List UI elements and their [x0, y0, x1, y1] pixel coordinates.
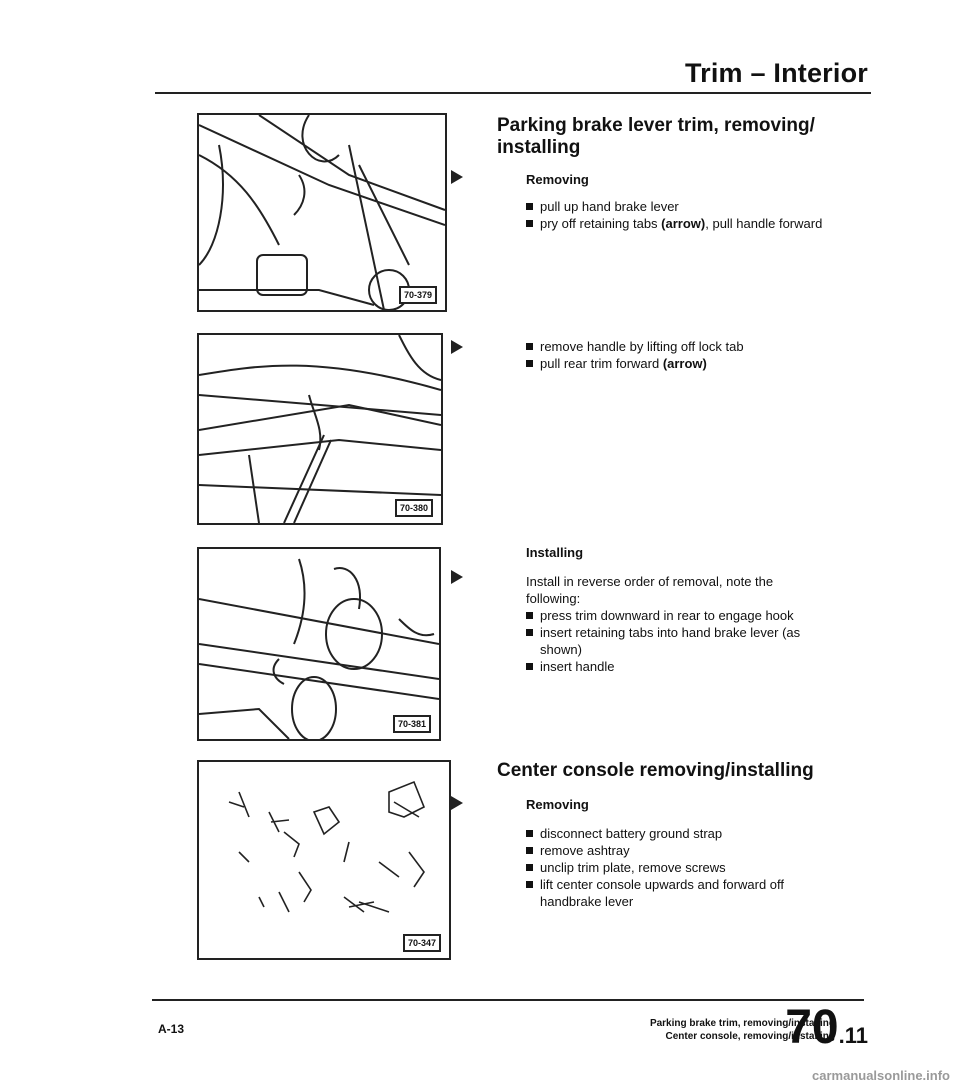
figure-3-label: 70-381 [393, 715, 431, 733]
section-title-line1: Parking brake lever trim, removing/ [497, 115, 815, 136]
list-item: insert retaining tabs into hand brake lever (as shown) [526, 624, 826, 658]
list-item: press trim downward in rear to engage hook [526, 607, 826, 624]
footer-caption-1: Parking brake trim, removing/installing [649, 1018, 835, 1029]
header-rule [155, 92, 871, 94]
figure-1-drawing [199, 115, 445, 310]
footer-rule [152, 999, 864, 1001]
pointer-arrow-1 [451, 170, 463, 184]
figure-1-label: 70-379 [399, 286, 437, 304]
arrow-ref: (arrow) [661, 216, 706, 231]
list-item: insert handle [526, 658, 826, 675]
bullet-text: remove handle by lifting off lock tab [540, 339, 744, 354]
figure-4-drawing [199, 762, 449, 958]
installing-list [526, 607, 826, 675]
figure-3-drawing [199, 549, 439, 739]
list-item [526, 355, 846, 372]
subhead-removing: Removing [526, 172, 589, 187]
list-item: unclip trim plate, remove screws [526, 859, 826, 876]
section-number-main: 70 [785, 1001, 839, 1054]
watermark: carmanualsonline.info [812, 1068, 950, 1083]
subhead-installing: Installing [526, 545, 584, 560]
pointer-arrow-4 [451, 796, 463, 810]
list-item [526, 215, 846, 232]
section-title-center-console: Center console removing/installing [497, 760, 814, 781]
section-title-parking-brake [497, 115, 857, 159]
figure-4-label: 70-347 [403, 934, 441, 952]
console-removing-list [526, 825, 826, 910]
list-item [526, 338, 846, 355]
bullet-text: pry off retaining tabs [540, 216, 662, 231]
bullet-text: pull up hand brake lever [540, 199, 679, 214]
installing-intro: Install in reverse order of removal, note the following: [526, 574, 774, 606]
arrow-ref: (arrow) [662, 356, 707, 371]
figure-2 [197, 333, 443, 525]
page-title: Trim – Interior [684, 58, 868, 88]
figure-2-drawing [199, 335, 441, 523]
subhead-removing-console: Removing [526, 797, 589, 812]
list-item: remove ashtray [526, 842, 826, 859]
figure-1 [197, 113, 447, 312]
bullet-text: pull rear trim forward [540, 356, 663, 371]
figure-2-label: 70-380 [395, 499, 433, 517]
pointer-arrow-2 [451, 340, 463, 354]
list-item: disconnect battery ground strap [526, 825, 826, 842]
section-number-sub: .11 [838, 1023, 868, 1048]
list-item [526, 198, 846, 215]
section-title-line2: installing [497, 137, 581, 158]
removing-step1-list [526, 198, 846, 232]
footer-caption-2: Center console, removing/installing [665, 1031, 835, 1042]
bullet-text: , pull handle forward [705, 216, 823, 231]
pointer-arrow-3 [451, 570, 463, 584]
page-reference: A-13 [158, 1022, 185, 1036]
figure-3 [197, 547, 441, 741]
section-number [785, 1003, 868, 1061]
figure-4 [197, 760, 451, 960]
list-item: lift center console upwards and forward off handbrake lever [526, 876, 826, 910]
removing-step2-list [526, 338, 846, 372]
